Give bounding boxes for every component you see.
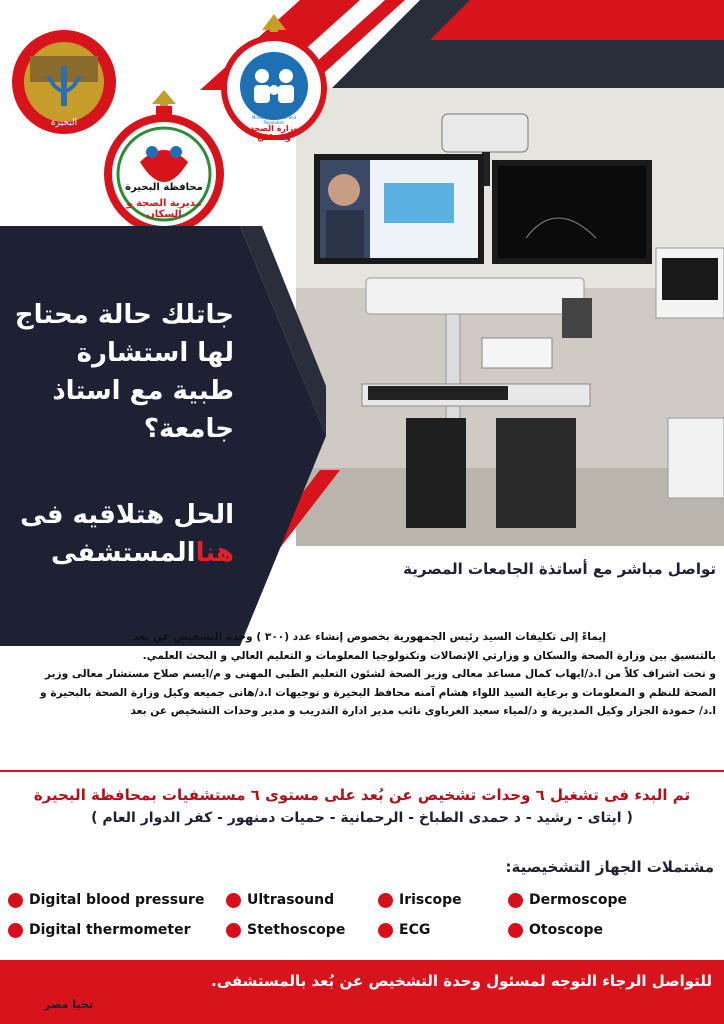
footer-slogan: تحيا مصر bbox=[44, 998, 94, 1011]
headline-question bbox=[8, 296, 234, 448]
beheira-line-1: محافظة البحيرة bbox=[125, 182, 203, 193]
feature-iriscope: Iriscope bbox=[378, 892, 462, 908]
telemedicine-photo bbox=[296, 88, 724, 546]
body-line-2: بالتنسيق بين وزارة الصحة والسكان و وزارتي الإتصالات وتكنولوجيا المعلومات و التعليم العالي و البحث العلمي. bbox=[142, 649, 716, 662]
bullet-icon bbox=[508, 893, 523, 908]
beheira-line-2: مديرية الصحة و السكان bbox=[126, 198, 202, 220]
solution-line-1: الحل هتلاقيه فى bbox=[20, 500, 234, 530]
bullet-icon bbox=[378, 893, 393, 908]
headline-solution bbox=[8, 496, 234, 572]
features-title: مشتملات الجهاز التشخيصية: bbox=[505, 858, 714, 876]
moh-arabic-caption: وزارة الصحة والسكان bbox=[249, 124, 299, 142]
bullet-icon bbox=[226, 923, 241, 938]
announcement-line-1: تم البدء فى تشغيل ٦ وحدات تشخيص عن بُعد على مستوى ٦ مستشفيات بمحافظة البحيرة bbox=[33, 786, 691, 804]
headline-line-2: لها استشارة bbox=[76, 338, 234, 368]
announcement-line-2: ( ايتاى - رشيد - د حمدى الطباخ - الرحمانية - حميات دمنهور - كفر الدوار العام ) bbox=[91, 810, 633, 826]
feature-ecg: ECG bbox=[378, 922, 430, 938]
feature-otoscope: Otoscope bbox=[508, 922, 603, 938]
feature-ultrasound: Ultrasound bbox=[226, 892, 334, 908]
body-line-3: و تحت اشراف كلاً من ا.د/ايهاب كمال مساعد معالى وزير الصحة لشئون التعليم الطبى المهنى و م/ايسم صلاح مستشار معالى وزير bbox=[44, 668, 716, 680]
body-paragraph bbox=[8, 628, 716, 721]
feature-digital-blood-pressure: Digital blood pressure bbox=[8, 892, 204, 908]
photo-caption: تواصل مباشر مع أساتذة الجامعات المصرية bbox=[403, 560, 716, 578]
solution-line-2 bbox=[8, 534, 234, 572]
feature-dermoscope: Dermoscope bbox=[508, 892, 627, 908]
headline-line-3: طبية مع استاذ bbox=[52, 376, 234, 406]
bullet-icon bbox=[508, 923, 523, 938]
moh-english-text: Ministry of Health and Population bbox=[251, 115, 297, 125]
solution-main: المستشفى bbox=[50, 538, 196, 568]
headline-line-4: جامعة؟ bbox=[143, 414, 234, 444]
bullet-icon bbox=[226, 893, 241, 908]
headline-line-1: جاتلك حالة محتاج bbox=[14, 300, 234, 330]
body-line-5: ا.د/ حمودة الجزار وكيل المديرية و د/لمياء سعيد الغرباوى نائب مدير ادارة التدريب و مدير وحدات التشخيص عن بعد bbox=[130, 705, 716, 717]
bullet-icon bbox=[378, 923, 393, 938]
governorate-caption: البحيرة bbox=[50, 118, 78, 128]
body-line-1: إيماءً إلى تكليفات السيد رئيس الجمهورية بخصوص إنشاء عدد (٣٠٠ ) وحدة التشخيص عن بعد bbox=[133, 631, 606, 643]
telemedicine-cart-illustration bbox=[296, 88, 724, 546]
announcement-band bbox=[0, 770, 724, 842]
bullet-icon bbox=[8, 923, 23, 938]
moh-logo bbox=[218, 10, 330, 140]
bullet-icon bbox=[8, 893, 23, 908]
feature-digital-thermometer: Digital thermometer bbox=[8, 922, 191, 938]
governorate-logo bbox=[8, 26, 120, 138]
footer-bar bbox=[0, 960, 724, 1024]
feature-stethoscope: Stethoscope bbox=[226, 922, 345, 938]
body-line-4: الصحة للنظم و المعلومات و برعاية السيد اللواء هشام آمنه محافظ البحيرة و توجيهات ا.د/هانى جميعه وكيل وزارة الصحة بالبحيرة و bbox=[40, 686, 716, 699]
footer-contact: للتواصل الرجاء التوجه لمسئول وحدة التشخيص عن بُعد بالمستشفى. bbox=[211, 972, 712, 990]
solution-highlight: هنا bbox=[195, 538, 234, 568]
